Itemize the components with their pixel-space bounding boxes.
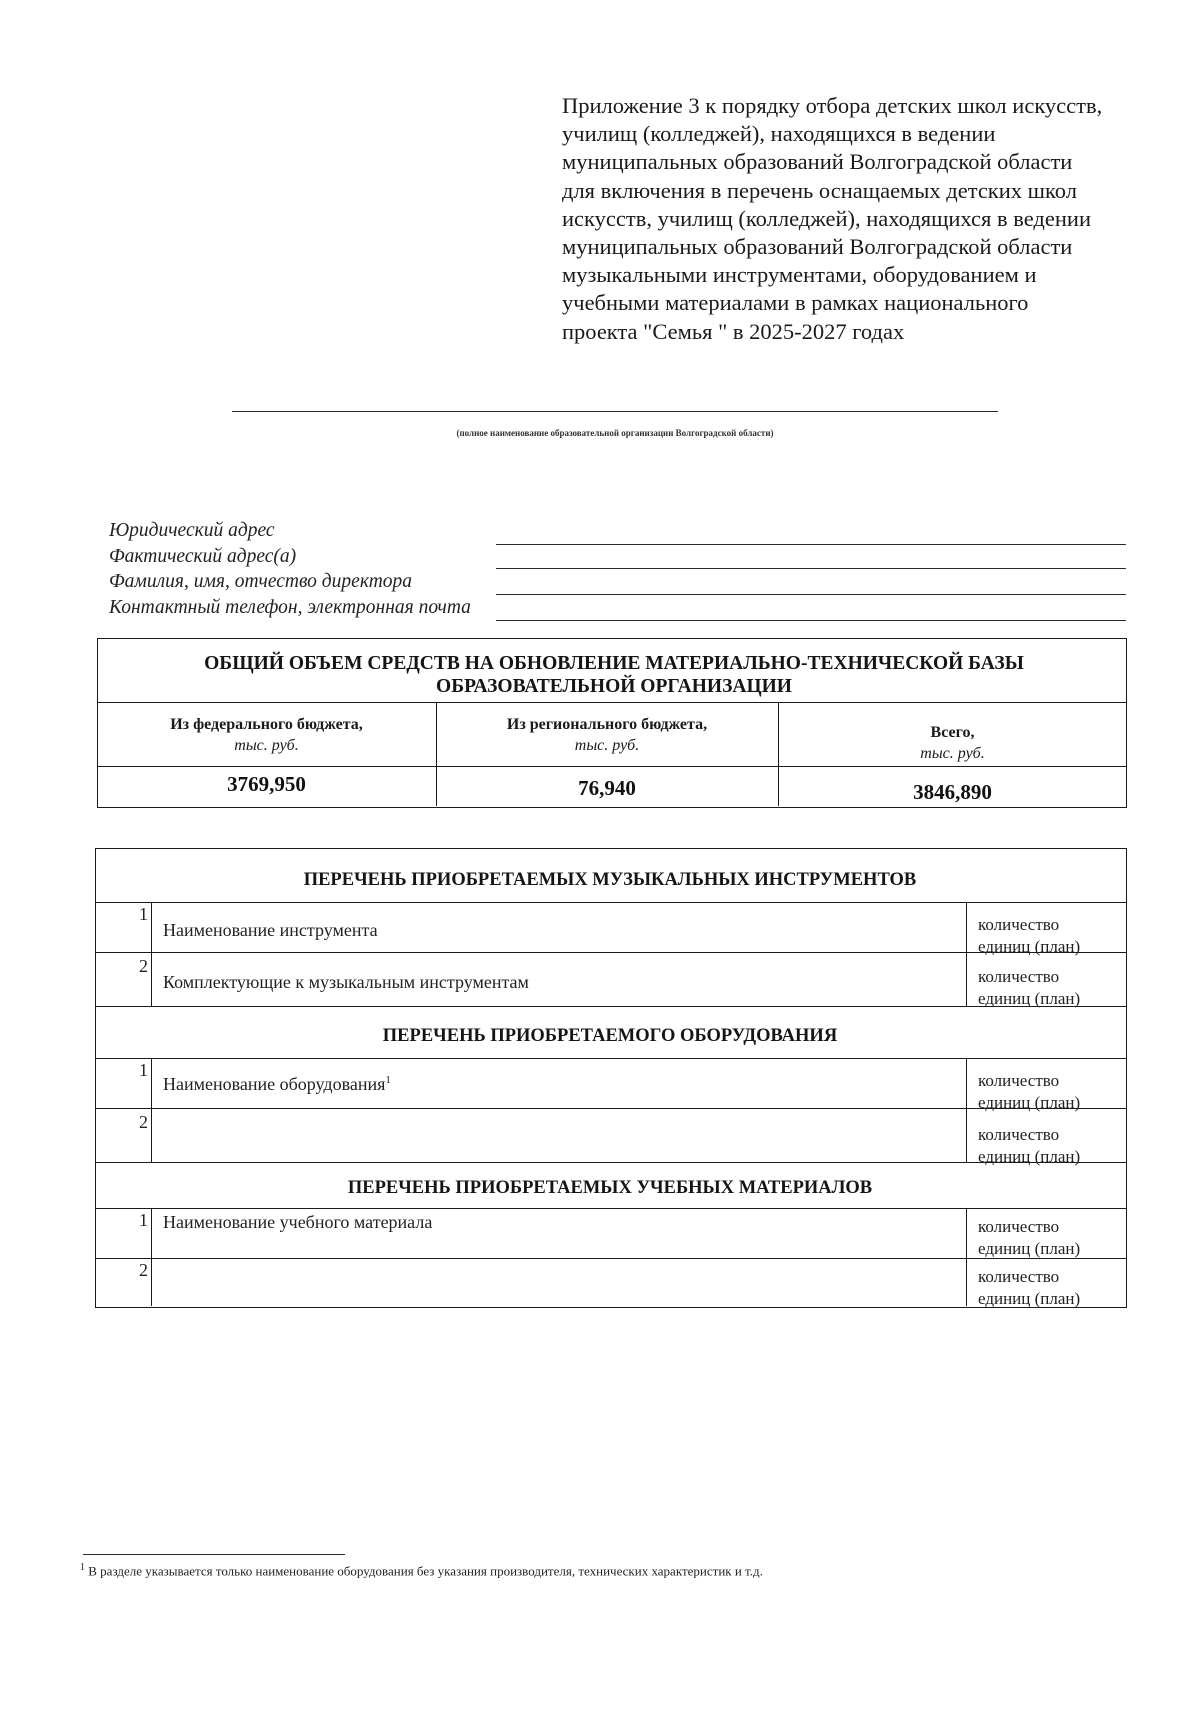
annex-line: искусств, училищ (колледжей), находящихся в ведении: [562, 205, 1091, 231]
quantity-unit: единиц (план): [978, 989, 1081, 1008]
table-rule: [97, 766, 1127, 767]
budget-title-line: ОБЩИЙ ОБЪЕМ СРЕДСТВ НА ОБНОВЛЕНИЕ МАТЕРИАЛЬНО-ТЕХНИЧЕСКОЙ БАЗЫ: [204, 653, 1024, 674]
annex-line: муниципальных образований Волгоградской области: [562, 234, 1073, 260]
materials-section-title: ПЕРЕЧЕНЬ ПРИОБРЕТАЕМЫХ УЧЕБНЫХ МАТЕРИАЛОВ: [347, 1178, 873, 1198]
annex-line: муниципальных образований Волгоградской области: [562, 149, 1073, 175]
info-labels: [109, 518, 471, 620]
instruments-section-title: ПЕРЕЧЕНЬ ПРИОБРЕТАЕМЫХ МУЗЫКАЛЬНЫХ ИНСТРУМЕНТОВ: [303, 870, 917, 890]
annex-heading: [562, 92, 1162, 346]
footnote-reference: 1: [385, 1074, 391, 1086]
quantity-cell: [978, 966, 1080, 1010]
table-rule: [95, 952, 1127, 953]
table-rule: [151, 902, 152, 1006]
contacts-label: Контактный телефон, электронная почта: [109, 596, 471, 618]
actual-address-label: Фактический адрес(а): [109, 545, 297, 567]
organization-name-field[interactable]: [232, 411, 998, 412]
column-unit: тыс. руб.: [234, 737, 299, 754]
budget-title-line: ОБРАЗОВАТЕЛЬНОЙ ОРГАНИЗАЦИИ: [436, 676, 792, 697]
table-rule: [95, 1006, 1127, 1007]
quantity-label: количество: [978, 1125, 1060, 1144]
table-rule: [95, 1208, 1127, 1209]
row-number: 2: [139, 1112, 148, 1132]
footnote: [80, 1562, 763, 1579]
annex-line: для включения в перечень оснащаемых детских школ: [562, 177, 1077, 203]
quantity-label: количество: [978, 1071, 1060, 1090]
table-rule: [966, 902, 967, 1006]
quantity-label: количество: [978, 1217, 1060, 1236]
director-name-label: Фамилия, имя, отчество директора: [109, 571, 413, 592]
table-rule: [966, 1208, 967, 1306]
legal-address-field[interactable]: [496, 544, 1126, 545]
federal-budget-value: 3769,950: [227, 772, 306, 796]
organization-caption: (полное наименование образовательной организации Волгоградской области): [456, 428, 774, 438]
column-label: Всего,: [930, 724, 975, 741]
quantity-cell: [978, 1124, 1080, 1168]
instrument-accessories-cell: Комплектующие к музыкальным инструментам: [163, 972, 529, 992]
quantity-cell: [978, 1216, 1080, 1260]
row-number: 1: [139, 1060, 148, 1080]
table-rule: [966, 1058, 967, 1162]
quantity-label: количество: [978, 1267, 1060, 1286]
footnote-mark: 1: [80, 1562, 85, 1573]
quantity-label: количество: [978, 915, 1060, 934]
quantity-unit: единиц (план): [978, 1147, 1081, 1166]
quantity-cell: [978, 914, 1080, 958]
table-rule: [151, 1058, 152, 1162]
quantity-unit: единиц (план): [978, 1093, 1081, 1112]
table-rule: [95, 1108, 1127, 1109]
column-unit: тыс. руб.: [920, 745, 985, 762]
quantity-unit: единиц (план): [978, 1289, 1081, 1308]
table-rule: [151, 1208, 152, 1306]
table-rule: [95, 902, 1127, 903]
column-unit: тыс. руб.: [574, 737, 640, 754]
equipment-section-title: ПЕРЕЧЕНЬ ПРИОБРЕТАЕМОГО ОБОРУДОВАНИЯ: [382, 1026, 838, 1046]
annex-line: проекта "Семья " в 2025-2027 годах: [562, 318, 905, 344]
table-rule: [97, 702, 1127, 703]
annex-line: учебными материалами в рамках национального: [562, 290, 1029, 316]
column-label: Из федерального бюджета,: [170, 716, 363, 733]
instrument-name-cell: Наименование инструмента: [163, 920, 378, 940]
federal-budget-header: [97, 714, 436, 756]
contacts-field[interactable]: [496, 620, 1126, 621]
equipment-name-cell: [163, 1074, 391, 1095]
total-budget-value: 3846,890: [913, 780, 992, 804]
budget-title: [99, 652, 1129, 698]
footnote-text: В разделе указывается только наименование оборудования без указания производителя, технических характеристик и т.д.: [88, 1563, 763, 1579]
row-number: 2: [139, 1260, 148, 1280]
row-number: 1: [139, 904, 148, 924]
director-name-field[interactable]: [496, 594, 1126, 595]
regional-budget-header: [436, 714, 778, 756]
table-rule: [95, 1258, 1127, 1259]
column-label: Из регионального бюджета,: [506, 716, 708, 733]
annex-line: училищ (колледжей), находящихся в ведении: [562, 121, 996, 147]
annex-line: Приложение 3 к порядку отбора детских школ искусств,: [562, 93, 1103, 118]
material-name-cell: Наименование учебного материала: [163, 1212, 433, 1232]
total-budget-header: [778, 722, 1127, 764]
quantity-cell: [978, 1070, 1080, 1114]
legal-address-label: Юридический адрес: [109, 520, 275, 541]
table-rule: [95, 1058, 1127, 1059]
table-rule: [95, 1162, 1127, 1163]
quantity-unit: единиц (план): [978, 1239, 1081, 1258]
regional-budget-value: 76,940: [578, 776, 636, 800]
row-number: 2: [139, 956, 148, 976]
equipment-name-text: Наименование оборудования: [163, 1074, 386, 1094]
actual-address-field[interactable]: [496, 568, 1126, 569]
quantity-unit: единиц (план): [978, 937, 1081, 956]
quantity-cell: [978, 1266, 1080, 1310]
quantity-label: количество: [978, 967, 1060, 986]
row-number: 1: [139, 1210, 148, 1230]
annex-line: музыкальными инструментами, оборудованием и: [562, 262, 1037, 288]
footnote-separator: [83, 1554, 345, 1555]
